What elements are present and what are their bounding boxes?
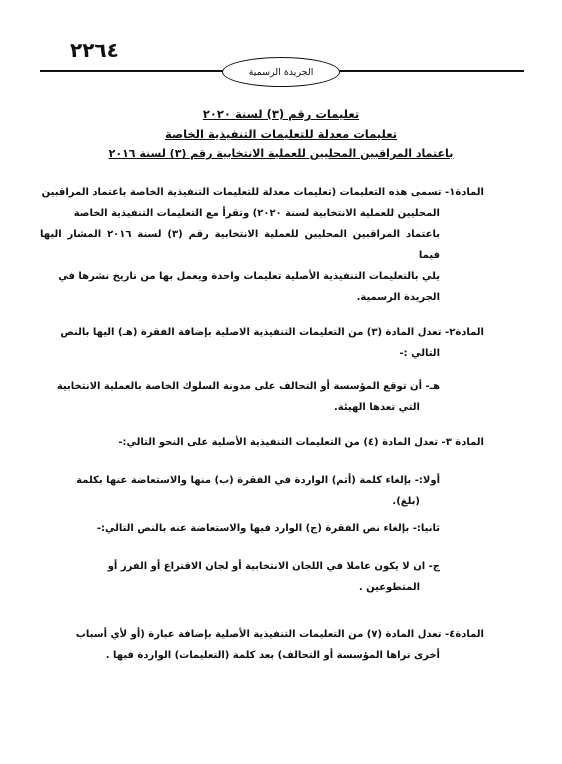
article-2-line: المادة٢- تعدل المادة (٣) من التعليمات التنفيذية الاصلية بإضافة الفقرة (هـ) اليها بالنص (60, 327, 484, 338)
gazette-label: الجريدة الرسمية (248, 66, 314, 78)
article-3-first-line: (بلغ). (392, 496, 420, 507)
article-3-j-line: ج- ان لا يكون عاملا في اللجان الانتخابية أو لجان الاقتراع أو الفرز أو (107, 561, 440, 572)
article-4 (40, 624, 484, 666)
title-line-1: تعليمات رقم (٣) لسنة ٢٠٢٠ (202, 107, 360, 121)
article-1-line: الجريدة الرسمية. (356, 292, 440, 303)
article-1 (40, 182, 484, 308)
title-line-3: باعتماد المراقبين المحليين للعملية الانتخابية رقم (٣) لسنة ٢٠١٦ (108, 147, 454, 160)
article-3-first (40, 470, 484, 512)
article-1-line: المحليين للعملية الانتخابية لسنة ٢٠٢٠) وتقرأ مع التعليمات التنفيذية الخاصة (73, 208, 440, 219)
article-4-line: المادة٤- تعدل المادة (٧) من التعليمات التنفيذية الأصلية بإضافة عبارة (أو لأي أسباب (75, 629, 484, 640)
article-4-line: أخرى تراها المؤسسة أو التحالف) بعد كلمة (التعليمات) الواردة فيها . (105, 650, 440, 661)
article-2-line: التالي :- (399, 348, 440, 359)
article-3-second (40, 518, 484, 539)
article-2-item-line: التي تعدها الهيئة. (333, 402, 420, 413)
article-3-first-line: أولا:- بإلغاء كلمة (أتم) الواردة في الفقرة (ب) منها والاستعاضة عنها بكلمة (76, 475, 440, 486)
article-1-line: المادة١- تسمى هذه التعليمات (تعليمات معدلة للتعليمات التنفيذية الخاصة باعتماد المراقبين (41, 187, 484, 198)
gazette-oval (222, 57, 340, 87)
header-rule-left (40, 70, 225, 72)
article-2-item-h (40, 376, 484, 418)
article-2-item-line: هـ- أن توقع المؤسسة أو التحالف على مدونة السلوك الخاصة بالعملية الانتخابية (56, 381, 440, 392)
page-number: ٢٢٦٤ (70, 38, 119, 62)
header-rule-right (338, 70, 524, 72)
article-3-second-line: ثانيا:- بإلغاء نص الفقرة (ج) الوارد فيها والاستعاضة عنه بالنص التالي:- (96, 523, 440, 534)
article-3-item-j (40, 556, 484, 598)
article-3 (40, 432, 484, 453)
article-3-j-line: المتطوعين . (358, 582, 420, 593)
article-1-line: يلي بالتعليمات التنفيذية الأصلية تعليمات واحدة ويعمل بها من تاريخ نشرها في (58, 271, 440, 282)
article-3-heading: المادة ٣- تعدل المادة (٤) من التعليمات التنفيذية الأصلية على النحو التالي:- (118, 437, 484, 448)
article-2 (40, 322, 484, 364)
title-line-2: تعليمات معدلة للتعليمات التنفيذية الخاصة (164, 127, 398, 141)
article-1-line: باعتماد المراقبين المحليين للعملية الانتخابية رقم (٣) لسنة ٢٠١٦ المشار اليها فيما (40, 229, 440, 261)
